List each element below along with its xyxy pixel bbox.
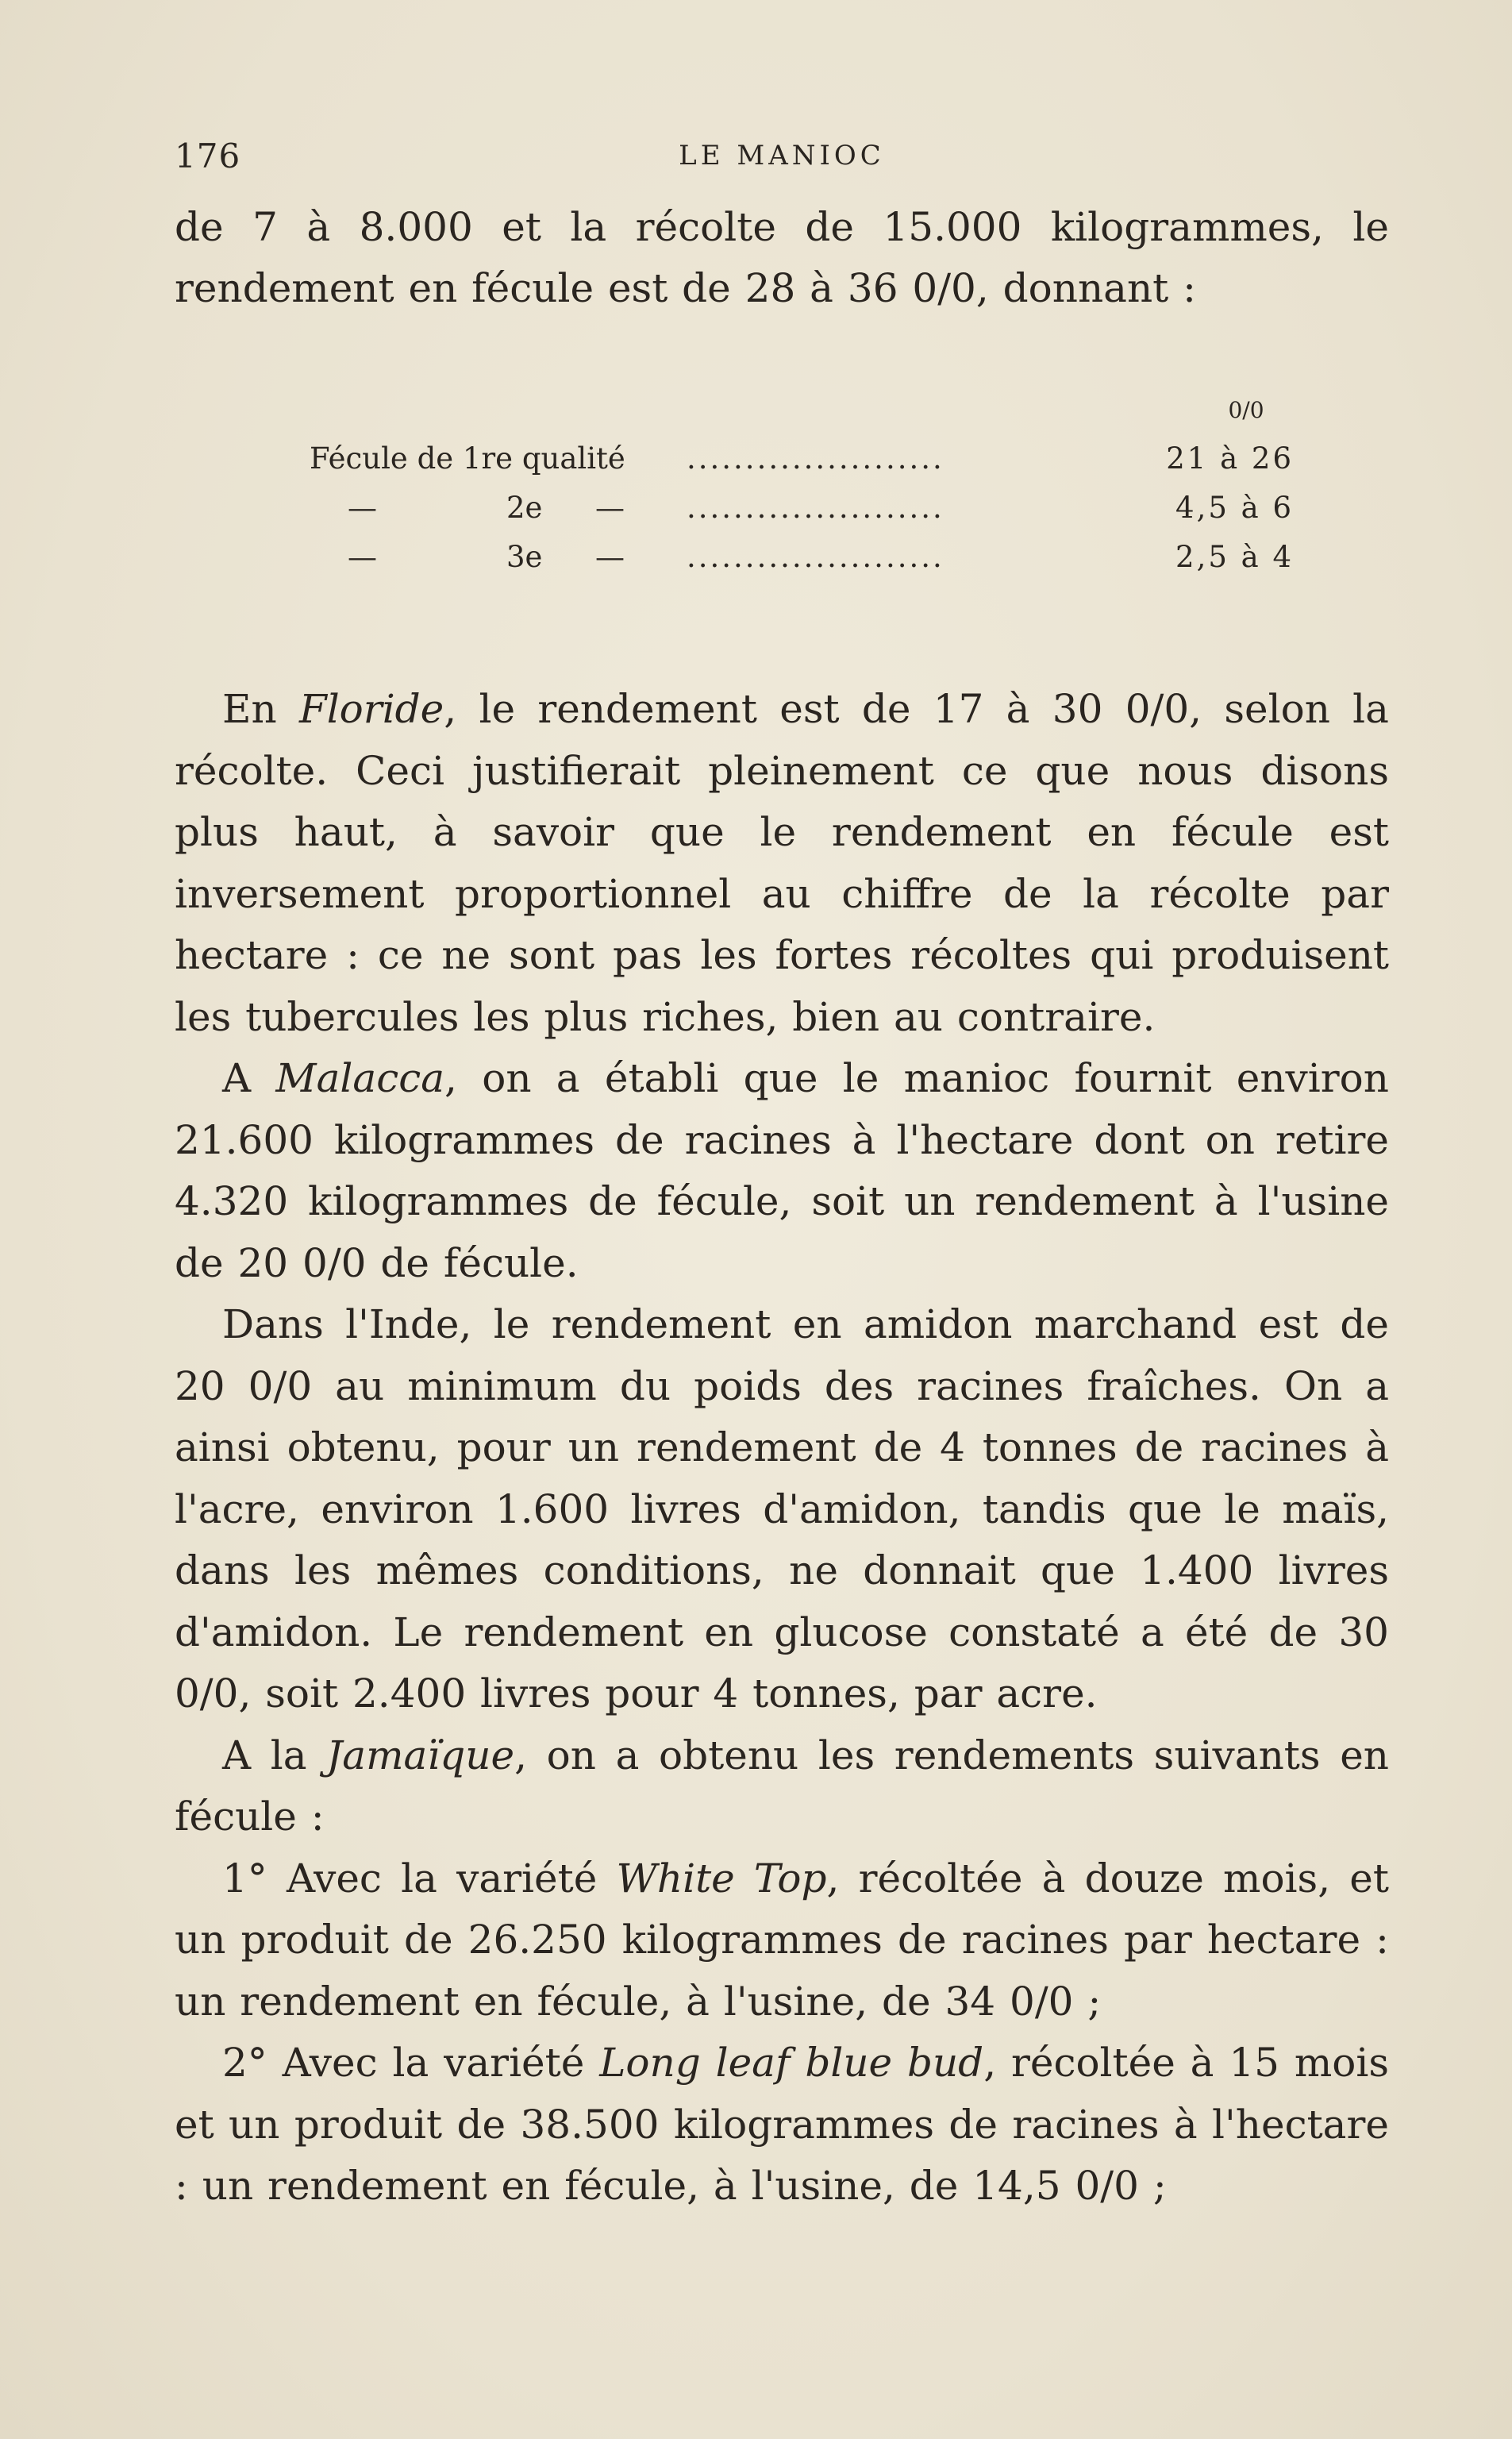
- table-row-range: 21 à 26: [1166, 441, 1294, 476]
- place-jamaique: Jamaïque: [326, 1732, 515, 1778]
- table-row-label: 3e: [506, 540, 543, 574]
- intro-paragraph: de 7 à 8.000 et la récolte de 15.000 kilogrammes, le rendement en fécule est de 28 à 36 0/0, donnant :: [175, 204, 1389, 311]
- leader-dots: ......................: [687, 441, 945, 476]
- paragraph-malacca: [175, 1048, 1389, 1294]
- paragraph-jamaique: [175, 1725, 1389, 1848]
- paragraph-floride: [175, 679, 1389, 1048]
- table-row: [310, 491, 1302, 538]
- table-row: [310, 441, 1302, 489]
- list-item: [175, 1848, 1389, 2033]
- table-row-label: 2e: [506, 491, 543, 525]
- table-row-range: 4,5 à 6: [1175, 491, 1294, 525]
- ditto-dash: —: [348, 491, 377, 525]
- text-run: , récoltée à 15 mois et un produit de 38.500 kilogrammes de racines à l'hectare : un rendement en fécule, à l'usine, de 14,5 0/0 ;: [175, 2040, 1389, 2209]
- ditto-dash: —: [348, 540, 377, 574]
- variety-long-leaf-blue-bud: Long leaf blue bud: [599, 2040, 984, 2086]
- list-item: [175, 2032, 1389, 2217]
- ditto-dash: —: [595, 540, 625, 574]
- text-run: 1° Avec la variété: [222, 1855, 617, 1901]
- intro-text: [175, 197, 1389, 319]
- table-row: [310, 540, 1302, 588]
- place-floride: Floride: [299, 686, 444, 732]
- text-run: A: [222, 1055, 276, 1101]
- text-run: A la: [222, 1732, 327, 1778]
- ditto-dash: —: [595, 491, 625, 525]
- main-text: [175, 679, 1389, 2217]
- leader-dots: ......................: [687, 540, 945, 574]
- text-run: En: [222, 686, 299, 732]
- text-run: , on a obtenu les rendements suivants en fécule :: [175, 1732, 1389, 1840]
- page-number: 176: [175, 137, 241, 175]
- text-run: 2° Avec la variété: [222, 2040, 600, 2086]
- page-header: [175, 137, 1389, 184]
- table-unit-header: 0/0: [1228, 397, 1264, 423]
- paragraph-inde: Dans l'Inde, le rendement en amidon marchand est de 20 0/0 au minimum du poids des racines fraîches. On a ainsi obtenu, pour un rendement de 4 tonnes de racines à l'acre, environ 1.600 livres d'amidon, tandis que le maïs, dans les mêmes conditions, ne donnait que 1.400 livres d'amidon. Le rendement en glucose constaté a été de 30 0/0, soit 2.400 livres pour 4 tonnes, par acre.: [175, 1301, 1389, 1717]
- place-malacca: Malacca: [275, 1055, 445, 1101]
- text-run: , le rendement est de 17 à 30 0/0, selon la récolte. Ceci justifierait pleinement ce que nous disons plus haut, à savoir que le rendement en fécule est inversement proportionnel au chiffre de la récolte par hectare : ce ne sont pas les fortes récoltes qui produisent les tubercules les plus riches, bien au contraire.: [175, 686, 1389, 1040]
- text-run: , on a établi que le manioc fournit environ 21.600 kilogrammes de racines à l'hectare dont on retire 4.320 kilogrammes de fécule, soit un rendement à l'usine de 20 0/0 de fécule.: [175, 1055, 1389, 1286]
- leader-dots: ......................: [687, 491, 945, 525]
- text-run: , récoltée à douze mois, et un produit de 26.250 kilogrammes de racines par hectare : un rendement en fécule, à l'usine, de 34 0/0 ;: [175, 1855, 1389, 2025]
- running-title: LE MANIOC: [679, 140, 885, 171]
- variety-white-top: White Top: [616, 1855, 827, 1901]
- table-row-range: 2,5 à 4: [1175, 540, 1294, 574]
- table-row-label: Fécule de 1re qualité: [310, 441, 625, 476]
